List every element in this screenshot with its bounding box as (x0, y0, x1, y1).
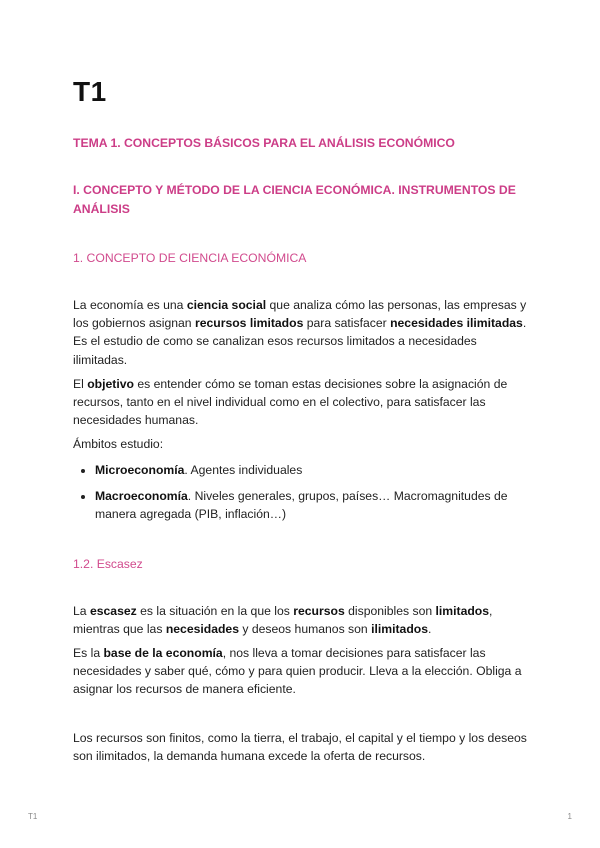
paragraph-escasez: La escasez es la situación en la que los recursos disponibles son limitados, mientras que las necesidades y deseos humanos son ilimitados. (73, 604, 493, 637)
ambitos-list (73, 461, 533, 532)
page-number: 1 (567, 812, 572, 821)
page-title: T1 (73, 76, 107, 107)
subsection-heading-concepto: 1. CONCEPTO DE CIENCIA ECONÓMICA (73, 251, 307, 265)
paragraph-objetivo: El objetivo es entender cómo se toman estas decisiones sobre la asignación de recursos, tanto en el nivel individual como en el colectivo, para satisfacer las necesidades humanas. (73, 377, 508, 428)
list-item: • Microeconomía. Agentes individuales (95, 461, 533, 479)
tema-heading: TEMA 1. CONCEPTOS BÁSICOS PARA EL ANÁLISIS ECONÓMICO (73, 136, 455, 150)
paragraph-ambitos: Ámbitos estudio: (73, 437, 164, 451)
paragraph-definicion: La economía es una ciencia social que analiza cómo las personas, las empresas y los gobiernos asignan recursos limitados para satisfacer necesidades ilimitadas. Es el estudio de como se canalizan esos recursos limitados a necesidades ilimitadas. (73, 298, 527, 367)
paragraph-recursos: Los recursos son finitos, como la tierra, el trabajo, el capital y el tiempo y los deseos son ilimitados, la demanda humana excede la oferta de recursos. (73, 731, 527, 764)
footer-left: T1 (28, 812, 38, 821)
list-item: • Macroeconomía. Niveles generales, grupos, países… Macromagnitudes de manera agregada (PIB, inflación…) (95, 487, 533, 523)
section-heading: I. CONCEPTO Y MÉTODO DE LA CIENCIA ECONÓMICA. INSTRUMENTOS DE ANÁLISIS (73, 183, 516, 216)
paragraph-base: Es la base de la economía, nos lleva a tomar decisiones para satisfacer las necesidades y saber qué, cómo y para quien producir. Lleva a la elección. Obliga a asignar los recursos de manera eficiente. (73, 646, 522, 697)
subsection-heading-escasez: 1.2. Escasez (73, 557, 143, 571)
